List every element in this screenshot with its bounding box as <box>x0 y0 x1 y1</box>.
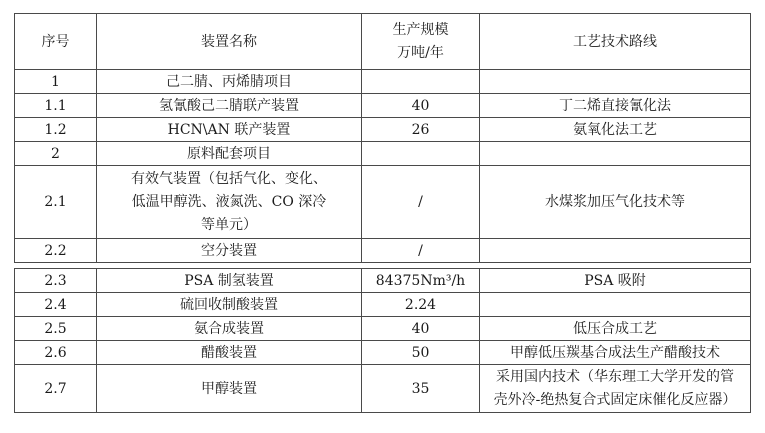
cell-name: 空分装置 <box>97 239 362 263</box>
cell-scale: 84375Nm³/h <box>362 269 480 293</box>
cell-scale: 35 <box>362 365 480 413</box>
cell-route: 水煤浆加压气化技术等 <box>480 166 751 239</box>
cell-scale: / <box>362 239 480 263</box>
cell-name: 氨合成装置 <box>97 317 362 341</box>
cell-name-line: 有效气装置（包括气化、变化、 <box>131 170 327 187</box>
table-row <box>15 94 751 118</box>
cell-seq: 2.5 <box>15 317 97 341</box>
table-row <box>15 239 751 263</box>
cell-seq: 1.2 <box>15 118 97 142</box>
cell-route: PSA 吸附 <box>480 269 751 293</box>
table-row <box>15 118 751 142</box>
cell-route: 氨氧化法工艺 <box>480 118 751 142</box>
header-scale <box>362 14 480 70</box>
cell-route <box>480 70 751 94</box>
cell-seq: 2.6 <box>15 341 97 365</box>
cell-name: 甲醇装置 <box>97 365 362 413</box>
table-row <box>15 70 751 94</box>
cell-route <box>480 365 751 413</box>
cell-name: HCN\AN 联产装置 <box>97 118 362 142</box>
header-scale-line2: 万吨/年 <box>397 44 444 61</box>
cell-scale: 40 <box>362 317 480 341</box>
cell-name: PSA 制氢装置 <box>97 269 362 293</box>
cell-route-line: 壳外冷-绝热复合式固定床催化反应器） <box>493 391 737 408</box>
project-table <box>14 13 751 263</box>
cell-seq: 1 <box>15 70 97 94</box>
cell-seq: 2.4 <box>15 293 97 317</box>
cell-seq: 2.2 <box>15 239 97 263</box>
cell-route <box>480 293 751 317</box>
table-row <box>15 365 751 413</box>
cell-seq: 2.7 <box>15 365 97 413</box>
cell-scale <box>362 70 480 94</box>
table-row <box>15 317 751 341</box>
cell-seq: 2.3 <box>15 269 97 293</box>
cell-name-line: 等单元） <box>201 216 257 233</box>
project-table-continued <box>14 268 751 413</box>
cell-scale: / <box>362 166 480 239</box>
table-row <box>15 142 751 166</box>
cell-scale: 2.24 <box>362 293 480 317</box>
cell-scale: 40 <box>362 94 480 118</box>
table-row <box>15 269 751 293</box>
cell-seq: 2 <box>15 142 97 166</box>
table-row <box>15 166 751 239</box>
header-scale-line1: 生产规模 <box>392 21 449 38</box>
project-table-lower <box>14 268 750 413</box>
project-table-upper <box>14 13 750 263</box>
cell-route: 低压合成工艺 <box>480 317 751 341</box>
table-header-row <box>15 14 751 70</box>
cell-name: 己二腈、丙烯腈项目 <box>97 70 362 94</box>
cell-seq: 2.1 <box>15 166 97 239</box>
table-row <box>15 341 751 365</box>
cell-name: 氢氰酸己二腈联产装置 <box>97 94 362 118</box>
cell-name <box>97 166 362 239</box>
header-route: 工艺技术路线 <box>480 14 751 70</box>
cell-route: 甲醇低压羰基合成法生产醋酸技术 <box>480 341 751 365</box>
header-seq: 序号 <box>15 14 97 70</box>
table-row <box>15 293 751 317</box>
cell-route-line: 采用国内技术（华东理工大学开发的管 <box>496 368 734 385</box>
cell-name-line: 低温甲醇洗、液氮洗、CO 深冷 <box>131 193 327 210</box>
cell-name: 硫回收制酸装置 <box>97 293 362 317</box>
cell-scale: 50 <box>362 341 480 365</box>
cell-name: 醋酸装置 <box>97 341 362 365</box>
cell-seq: 1.1 <box>15 94 97 118</box>
cell-route <box>480 142 751 166</box>
cell-route <box>480 239 751 263</box>
cell-scale: 26 <box>362 118 480 142</box>
cell-name: 原料配套项目 <box>97 142 362 166</box>
cell-route: 丁二烯直接氰化法 <box>480 94 751 118</box>
header-name: 装置名称 <box>97 14 362 70</box>
cell-scale <box>362 142 480 166</box>
